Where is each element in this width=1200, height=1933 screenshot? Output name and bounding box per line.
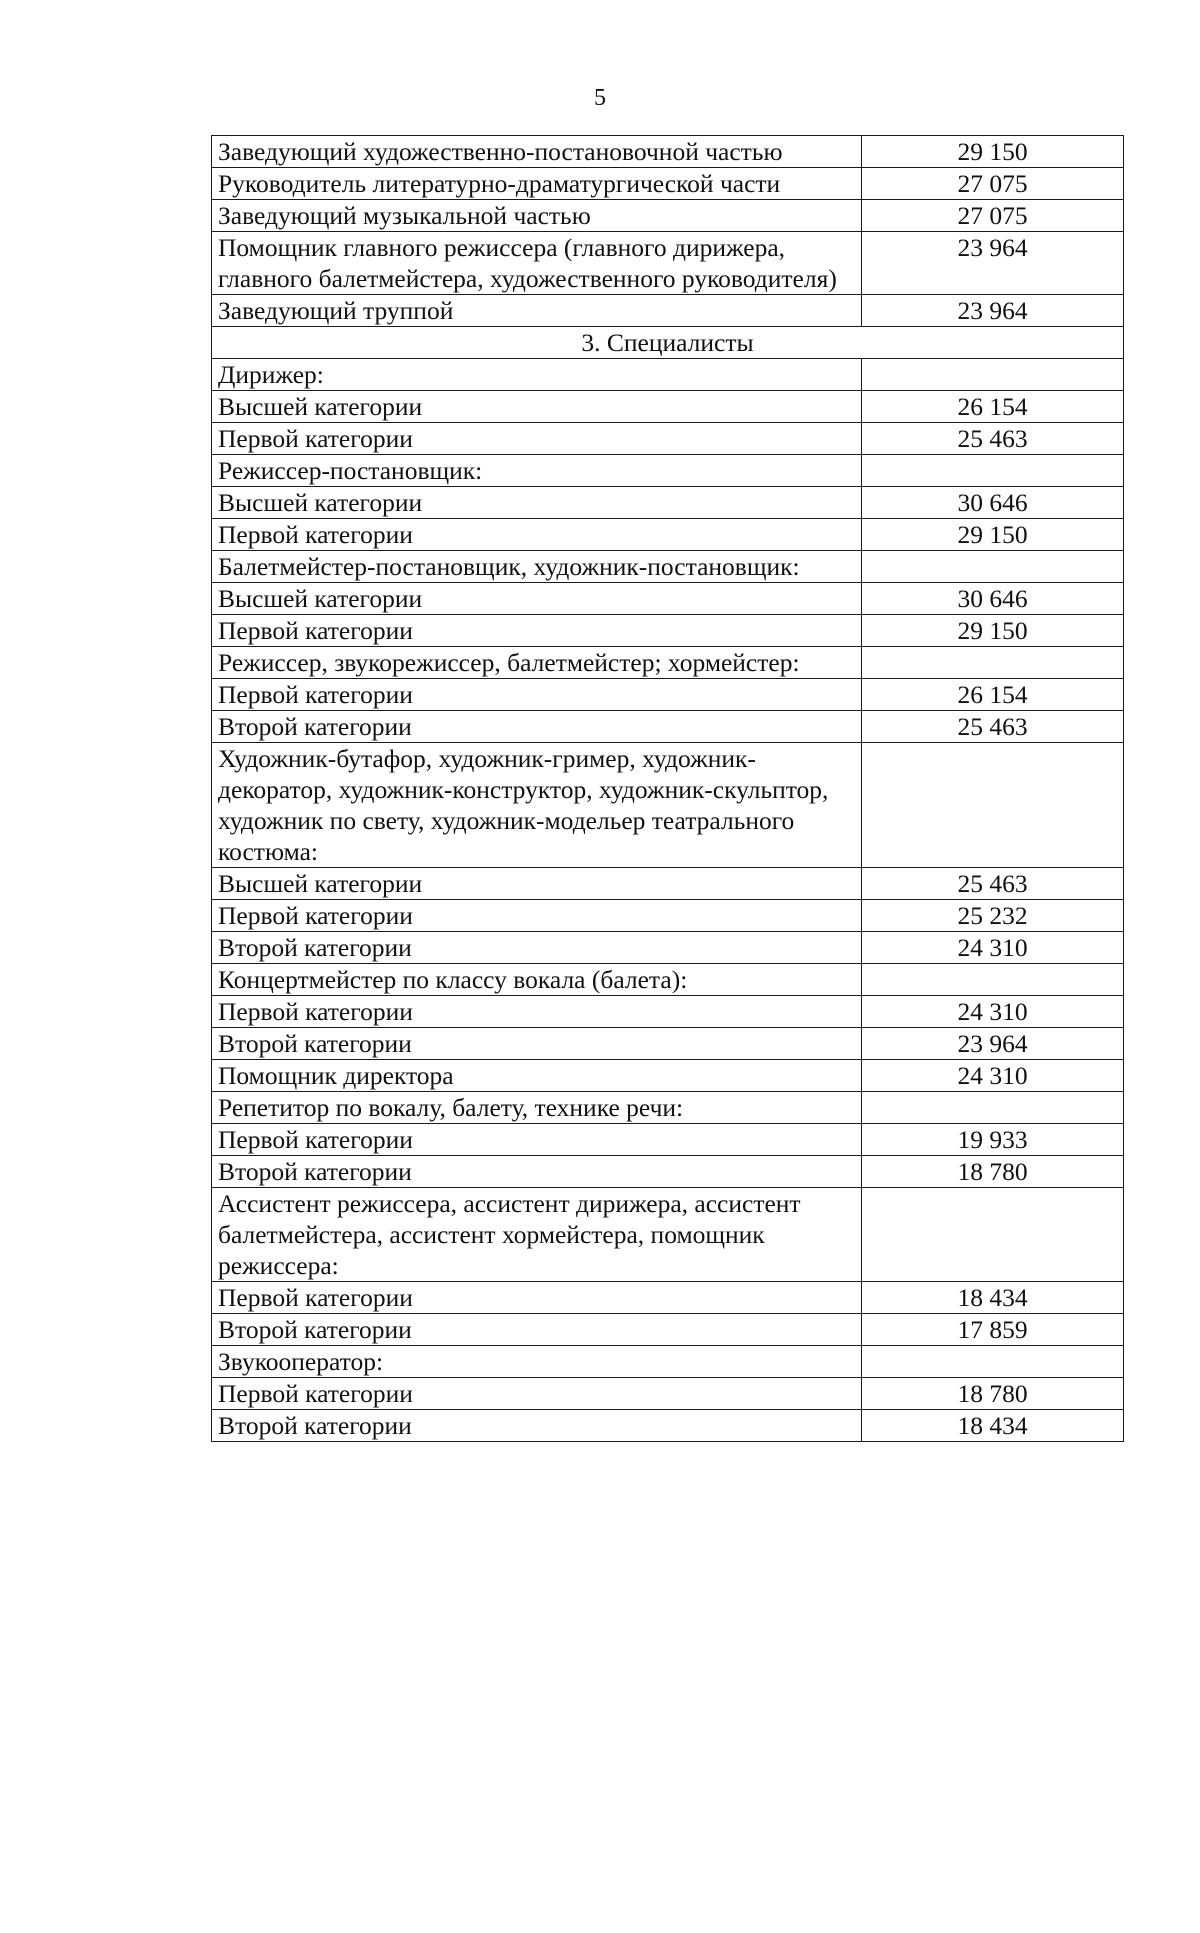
salary-value-cell: 29 150 — [862, 615, 1124, 647]
position-name-cell: Режиссер-постановщик: — [212, 455, 862, 487]
position-name-cell: Второй категории — [212, 1156, 862, 1188]
section-header-group — [212, 327, 1124, 359]
position-name-cell: Балетмейстер-постановщик, художник-постановщик: — [212, 551, 862, 583]
position-name-cell: Заведующий музыкальной частью — [212, 200, 862, 232]
table-row — [212, 647, 1124, 679]
salary-value-cell: 27 075 — [862, 168, 1124, 200]
position-name-cell: Режиссер, звукорежиссер, балетмейстер; хормейстер: — [212, 647, 862, 679]
position-name-cell: Первой категории — [212, 900, 862, 932]
salary-value-cell: 27 075 — [862, 200, 1124, 232]
salary-value-cell: 30 646 — [862, 583, 1124, 615]
salary-value-cell: 24 310 — [862, 932, 1124, 964]
salary-value-cell: 26 154 — [862, 391, 1124, 423]
table-row — [212, 711, 1124, 743]
salary-value-cell: 24 310 — [862, 1060, 1124, 1092]
position-name-cell: Первой категории — [212, 679, 862, 711]
table-row — [212, 168, 1124, 200]
table-row — [212, 1156, 1124, 1188]
salary-value-cell: 18 780 — [862, 1156, 1124, 1188]
section-title: 3. Специалисты — [212, 327, 1124, 359]
table-row — [212, 583, 1124, 615]
table-row — [212, 136, 1124, 168]
salary-value-cell — [862, 1188, 1124, 1282]
table-row — [212, 743, 1124, 868]
table-row — [212, 1188, 1124, 1282]
table-row — [212, 1346, 1124, 1378]
table-body-specialists — [212, 359, 1124, 1442]
table-row — [212, 679, 1124, 711]
salary-value-cell — [862, 551, 1124, 583]
position-name-cell: Высшей категории — [212, 583, 862, 615]
salary-value-cell: 23 964 — [862, 1028, 1124, 1060]
salary-value-cell — [862, 647, 1124, 679]
position-name-cell: Первой категории — [212, 615, 862, 647]
table-row — [212, 295, 1124, 327]
position-name-cell: Первой категории — [212, 1378, 862, 1410]
salary-value-cell: 30 646 — [862, 487, 1124, 519]
salary-value-cell — [862, 455, 1124, 487]
salary-value-cell: 29 150 — [862, 136, 1124, 168]
position-name-cell: Второй категории — [212, 711, 862, 743]
salary-value-cell: 23 964 — [862, 295, 1124, 327]
salary-value-cell: 18 434 — [862, 1410, 1124, 1442]
position-name-cell: Первой категории — [212, 519, 862, 551]
position-name-cell: Высшей категории — [212, 868, 862, 900]
table-row — [212, 1282, 1124, 1314]
position-name-cell: Ассистент режиссера, ассистент дирижера, ассистент балетмейстера, ассистент хормейстера, помощник режиссера: — [212, 1188, 862, 1282]
table-row — [212, 1028, 1124, 1060]
table-row — [212, 1124, 1124, 1156]
position-name-cell: Первой категории — [212, 1282, 862, 1314]
table-row — [212, 1410, 1124, 1442]
table-row — [212, 551, 1124, 583]
table-row — [212, 487, 1124, 519]
position-name-cell: Звукооператор: — [212, 1346, 862, 1378]
table-row — [212, 1060, 1124, 1092]
position-name-cell: Концертмейстер по классу вокала (балета): — [212, 964, 862, 996]
salary-value-cell — [862, 743, 1124, 868]
salary-value-cell: 18 780 — [862, 1378, 1124, 1410]
position-name-cell: Второй категории — [212, 1314, 862, 1346]
table-row — [212, 900, 1124, 932]
position-name-cell: Второй категории — [212, 932, 862, 964]
position-name-cell: Высшей категории — [212, 487, 862, 519]
salary-value-cell — [862, 359, 1124, 391]
table-row — [212, 1092, 1124, 1124]
position-name-cell: Репетитор по вокалу, балету, технике речи: — [212, 1092, 862, 1124]
table-row — [212, 615, 1124, 647]
table-row — [212, 391, 1124, 423]
position-name-cell: Помощник директора — [212, 1060, 862, 1092]
salary-value-cell: 23 964 — [862, 232, 1124, 295]
position-name-cell: Дирижер: — [212, 359, 862, 391]
table-row — [212, 359, 1124, 391]
salary-value-cell: 25 232 — [862, 900, 1124, 932]
salary-value-cell: 19 933 — [862, 1124, 1124, 1156]
position-name-cell: Первой категории — [212, 423, 862, 455]
salary-value-cell: 29 150 — [862, 519, 1124, 551]
salary-value-cell: 25 463 — [862, 868, 1124, 900]
table-row — [212, 232, 1124, 295]
table-row — [212, 200, 1124, 232]
table-row — [212, 1378, 1124, 1410]
table-body-top — [212, 136, 1124, 327]
table-row — [212, 519, 1124, 551]
position-name-cell: Первой категории — [212, 996, 862, 1028]
position-name-cell: Второй категории — [212, 1410, 862, 1442]
salary-value-cell — [862, 1346, 1124, 1378]
salary-value-cell: 17 859 — [862, 1314, 1124, 1346]
table-row — [212, 423, 1124, 455]
position-name-cell: Заведующий труппой — [212, 295, 862, 327]
table-row — [212, 868, 1124, 900]
table-row — [212, 455, 1124, 487]
salary-value-cell: 25 463 — [862, 423, 1124, 455]
table-row — [212, 964, 1124, 996]
position-name-cell: Руководитель литературно-драматургической части — [212, 168, 862, 200]
position-name-cell: Помощник главного режиссера (главного дирижера, главного балетмейстера, художественного руководителя) — [212, 232, 862, 295]
salary-value-cell — [862, 964, 1124, 996]
table-row — [212, 996, 1124, 1028]
salary-value-cell: 18 434 — [862, 1282, 1124, 1314]
salary-value-cell: 24 310 — [862, 996, 1124, 1028]
page-number: 5 — [594, 85, 606, 111]
salary-value-cell: 26 154 — [862, 679, 1124, 711]
position-name-cell: Заведующий художественно-постановочной частью — [212, 136, 862, 168]
salary-value-cell: 25 463 — [862, 711, 1124, 743]
position-name-cell: Второй категории — [212, 1028, 862, 1060]
table-row — [212, 932, 1124, 964]
position-name-cell: Первой категории — [212, 1124, 862, 1156]
position-name-cell: Высшей категории — [212, 391, 862, 423]
salary-table — [211, 135, 1124, 1442]
section-header-row — [212, 327, 1124, 359]
salary-value-cell — [862, 1092, 1124, 1124]
table-row — [212, 1314, 1124, 1346]
position-name-cell: Художник-бутафор, художник-гример, художник-декоратор, художник-конструктор, художник-скульптор, художник по свету, художник-модельер театрального костюма: — [212, 743, 862, 868]
